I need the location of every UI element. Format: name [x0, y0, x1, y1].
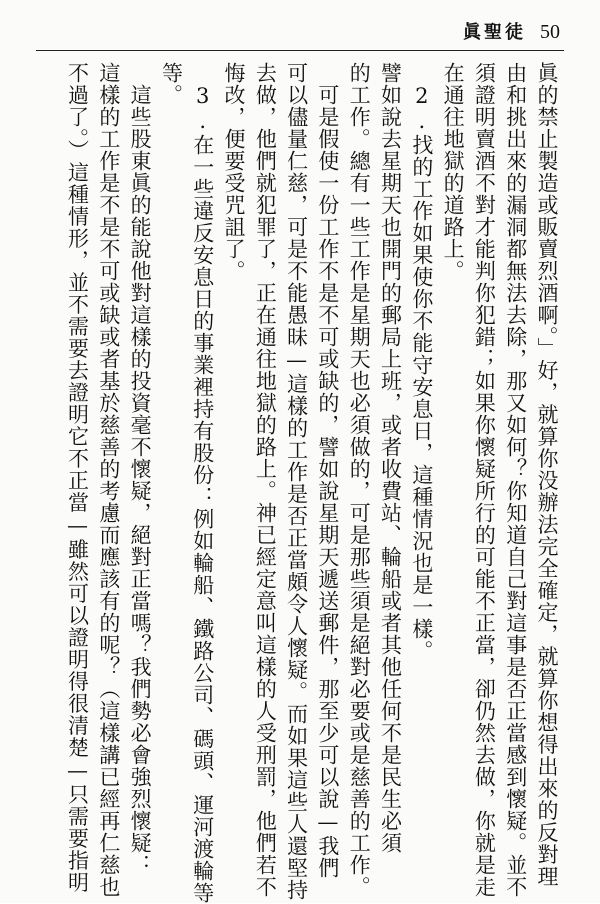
text-column: 的工作。總有一些工作是星期天也必須做的，可是那些須是絕對必要或是慈善的工作。: [347, 62, 372, 898]
text-column: 等。: [159, 62, 184, 106]
text-column: 在通往地獄的道路上。: [441, 62, 466, 282]
text-column: 不過了。）這種情形，並不需要去證明它不正當—雖然可以證明得很清楚—只需要指明: [65, 62, 90, 894]
text-column: 須證明賣酒不對才能判你犯錯；如果你懷疑所行的可能不正當，卻仍然去做，你就是走: [472, 62, 497, 898]
text-column: 這些股東眞的能說他對這樣的投資毫不懷疑，絕對正當嗎？我們勢必會強烈懷疑：: [128, 62, 153, 876]
page-number: 50: [540, 21, 560, 43]
running-title: 眞聖徒: [463, 22, 526, 43]
text-column: 3.在一些違反安息日的事業裡持有股份：例如輪船、鐵路公司、碼頭、運河渡輪等: [190, 62, 215, 904]
text-column: 這樣的工作是不是不可或缺或者基於慈善的考慮而應該有的呢？（這樣講已經再仁慈也: [96, 62, 121, 898]
text-column: 由和挑出來的漏洞都無法去除，那又如何？你知道自己對這事是否正當感到懷疑。並不: [503, 62, 528, 898]
text-column: 眞的禁止製造或販賣烈酒啊。」好，就算你没辦法完全確定，就算你想得出來的反對理: [535, 62, 559, 888]
text-column: 去做，他們就犯罪了，正在通往地獄的路上。神已經定意叫這樣的人受刑罰，他們若不: [253, 62, 278, 898]
text-column: 悔改，便要受咒詛了。: [222, 62, 247, 282]
text-column: 可是假使一份工作不是不可或缺的，譬如說星期天遞送郵件，那至少可以說—我們: [315, 62, 340, 879]
page-header: [463, 18, 560, 44]
text-column: 可以儘量仁慈，可是不能愚昧—這樣的工作是否正當頗令人懷疑。而如果這些人還堅持: [284, 62, 309, 901]
text-column: 譬如說去星期天也開門的郵局上班，或者收費站、輪船或者其他任何不是民生必須: [378, 62, 403, 854]
body-text: [26, 62, 562, 904]
text-column: 2.找的工作如果使你不能守安息日，這種情況也是一樣。: [409, 62, 434, 662]
header-rule: [36, 50, 564, 51]
